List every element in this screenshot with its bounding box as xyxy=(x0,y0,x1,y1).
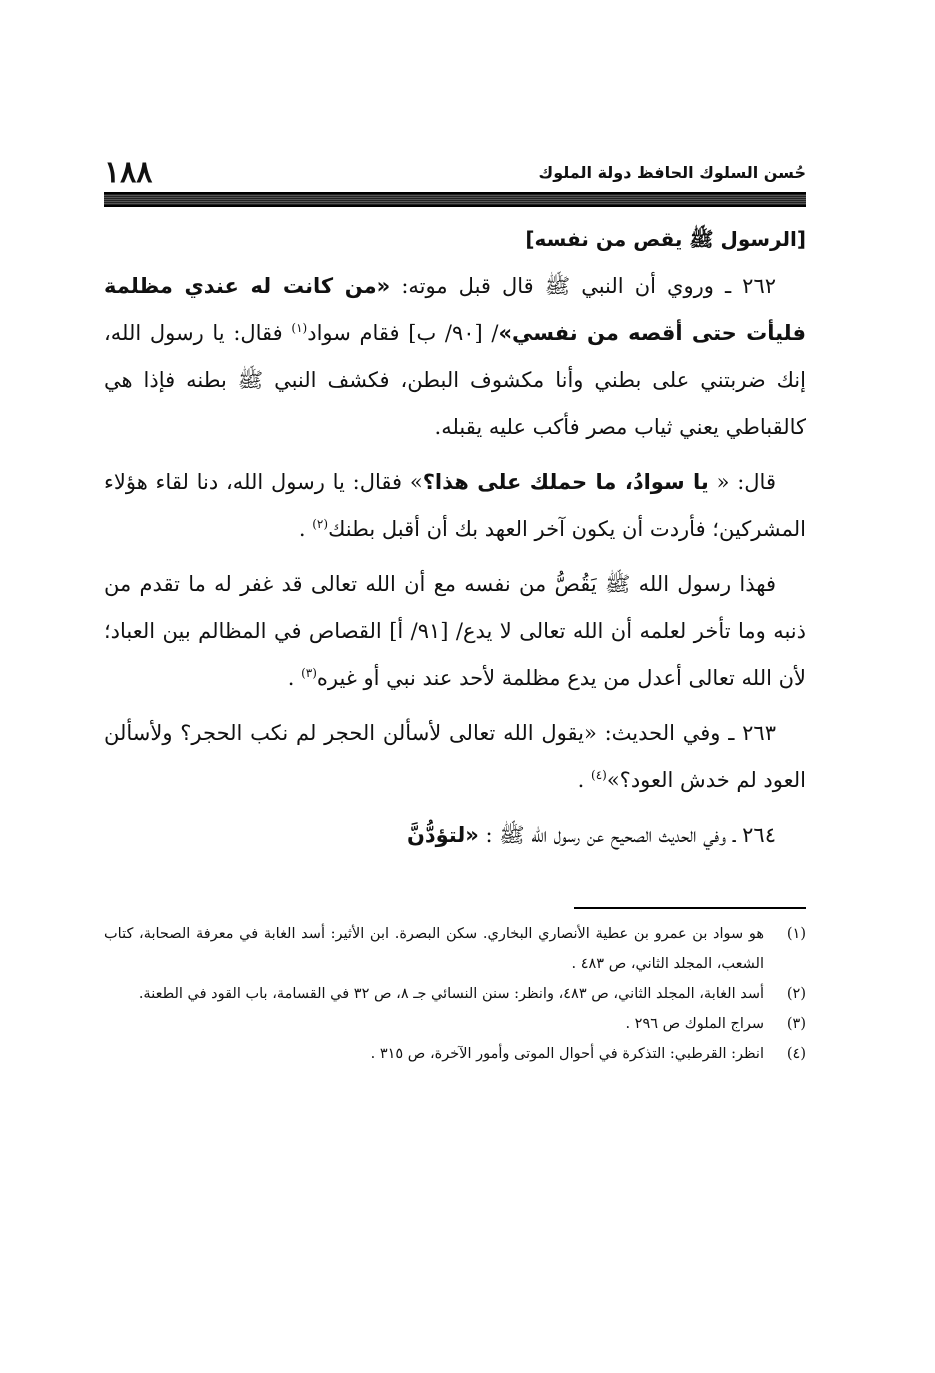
paragraph-text: ٢٦٣ ـ وفي الحديث: «يقول الله تعالى لأسألن الحجر لم نكب الحجر؟ ولأسألن العود لم خدش العود؟» xyxy=(104,721,806,792)
page-number: ١٨٨ xyxy=(104,155,153,190)
paragraph-text: » فقال: يا رسول الله، دنا لقاء هؤلاء المشركين؛ فأردت أن يكون آخر العهد بك أن أقبل بطنك xyxy=(104,470,806,541)
paragraph-text: فقال: يا رسول الله، إنك ضربتني على بطني وأنا مكشوف البطن، فكشف النبي ﷺ بطنه فإذا هي كالقباطي يعني ثياب مصر فأكب عليه يقبله. xyxy=(104,321,806,439)
hadith-quote: «من كانت له عندي مظلمة فليأت حتى أقصه من نفسي» xyxy=(104,274,807,345)
paragraph-text: ٢٦٢ ـ وروي أن النبي ﷺ قال قبل موته: xyxy=(390,274,777,298)
paragraph-text: ٢٦٤ ـ وفي الحديث الصحيح عن رسول الله ﷺ : xyxy=(478,823,776,847)
footnote-ref: (٢) xyxy=(312,517,329,531)
footnote-item xyxy=(104,1039,806,1069)
section-heading: [الرسول ﷺ يقص من نفسه] xyxy=(525,227,806,251)
footnote-item xyxy=(104,1009,806,1039)
hadith-quote: «لتؤدُّنَّ xyxy=(406,823,479,847)
paragraph-text: . xyxy=(577,768,591,792)
paragraph-text: . xyxy=(298,517,313,541)
header-rule xyxy=(104,192,806,207)
paragraph-264 xyxy=(104,812,806,859)
paragraph-sawad xyxy=(104,459,806,553)
footnote-number: (١) xyxy=(786,926,806,942)
footnote-ref: (١) xyxy=(291,321,308,335)
paragraph-text: . xyxy=(287,666,302,690)
footnote-number: (٢) xyxy=(786,986,806,1002)
footnote-text: أسد الغابة، المجلد الثاني، ص ٤٨٣، وانظر: سنن النسائي جـ ٨، ص ٣٢ في القسامة، باب القود في الطعنة. xyxy=(138,986,764,1002)
book-page xyxy=(104,140,806,1069)
page-header xyxy=(104,140,806,188)
running-title: حُسن السلوك الحافظ دولة الملوك xyxy=(538,163,806,182)
main-text xyxy=(104,219,806,859)
paragraph-text: / [٩٠/ ب] فقام سواد xyxy=(307,321,499,345)
paragraph-263 xyxy=(104,710,806,804)
footnote-text: انظر: القرطبي: التذكرة في أحوال الموتى وأمور الآخرة، ص ٣١٥ . xyxy=(370,1046,764,1062)
footnotes xyxy=(104,919,806,1069)
paragraph-text: فهذا رسول الله ﷺ يَقُصُّ من نفسه مع أن الله تعالى قد غفر له ما تقدم من ذنبه وما تأخر لعلمه أن الله تعالى لا يدع/ [٩١/ أ] القصاص في المظالم بين العباد؛ لأن الله تعالى أعدل من يدع مظلمة لأحد عند نبي أو غيره xyxy=(104,572,806,690)
footnote-ref: (٤) xyxy=(591,768,607,782)
paragraph-262 xyxy=(104,263,806,451)
footnote-text: هو سواد بن عمرو بن عطية الأنصاري البخاري. سكن البصرة. ابن الأثير: أسد الغابة في معرفة الصحابة، كتاب الشعب، المجلد الثاني، ص ٤٨٣ . xyxy=(104,926,764,972)
footnote-ref: (٣) xyxy=(301,666,317,680)
footnote-divider xyxy=(574,907,806,909)
footnote-text: سراج الملوك ص ٢٩٦ . xyxy=(625,1016,764,1032)
hadith-quote: يا سوادُ، ما حملك على هذا؟ xyxy=(422,470,709,494)
footnote-item xyxy=(104,919,806,979)
footnote-number: (٤) xyxy=(786,1046,806,1062)
footnote-item xyxy=(104,979,806,1009)
paragraph-text: قال: « xyxy=(708,470,776,494)
paragraph-commentary xyxy=(104,561,806,702)
footnote-number: (٣) xyxy=(786,1016,806,1032)
